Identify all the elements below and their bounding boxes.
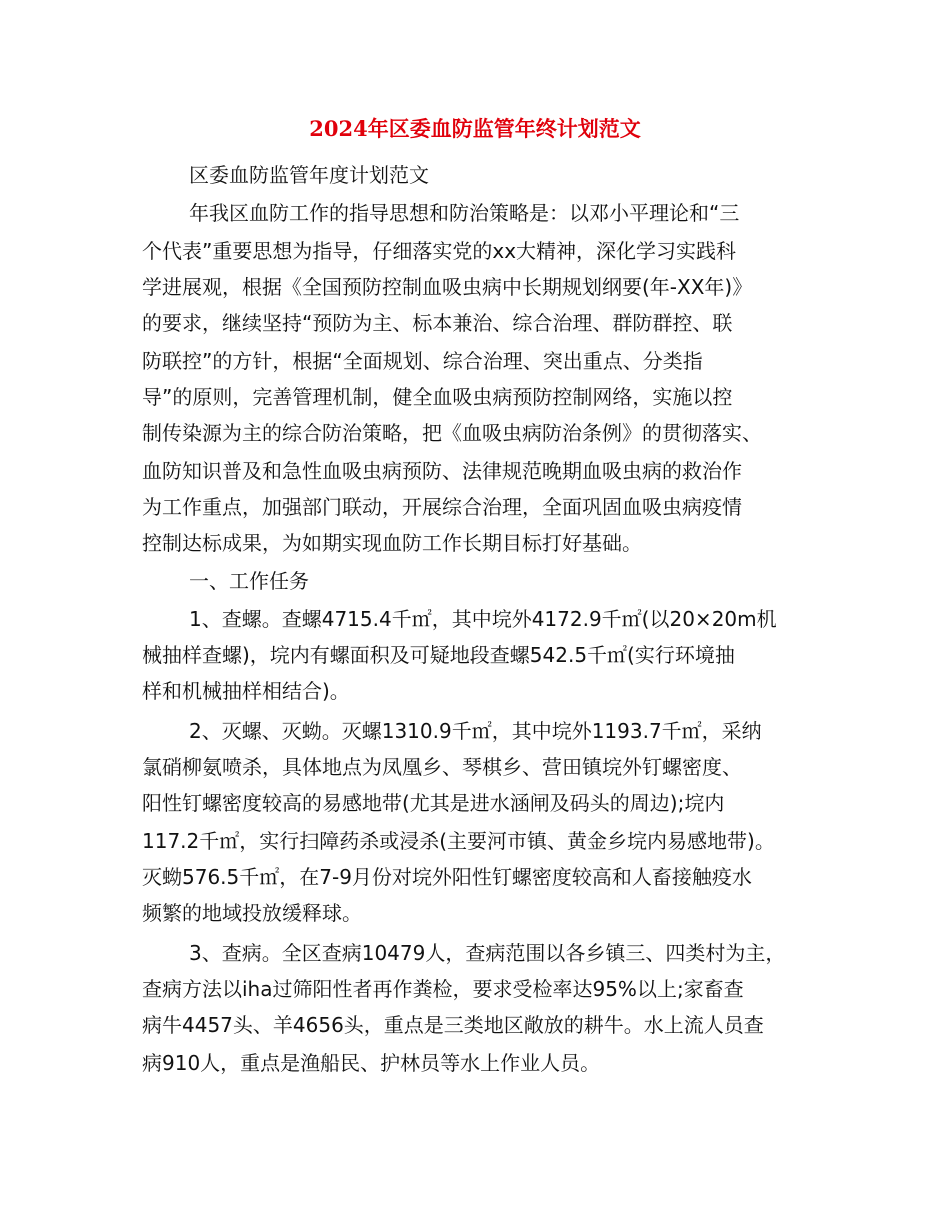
paragraph-line: 制传染源为主的综合防治策略，把《血吸虫病防治条例》的贯彻落实、 — [142, 421, 762, 445]
paragraph-line: 1、查螺。查螺4715.4千㎡，其中垸外4172.9千㎡(以20×20m机 — [189, 607, 777, 631]
paragraph-line: 2、灭螺、灭蚴。灭螺1310.9千㎡，其中垸外1193.7千㎡，采纳 — [189, 719, 762, 743]
paragraph-line: 的要求，继续坚持“预防为主、标本兼治、综合治理、群防群控、联 — [142, 311, 733, 335]
paragraph-line: 导”的原则，完善管理机制，健全血吸虫病预防控制网络，实施以控 — [142, 385, 733, 409]
paragraph-line: 117.2千㎡，实行扫障药杀或浸杀(主要河市镇、黄金乡垸内易感地带)。 — [142, 829, 775, 853]
paragraph-line: 血防知识普及和急性血吸虫病预防、法律规范晚期血吸虫病的救治作 — [142, 459, 742, 483]
paragraph-line: 区委血防监管年度计划范文 — [189, 163, 429, 187]
paragraph-line: 防联控”的方针，根据“全面规划、综合治理、突出重点、分类指 — [142, 349, 703, 373]
paragraph-line: 灭蚴576.5千㎡，在7-9月份对垸外阳性钉螺密度较高和人畜接触疫水 — [142, 865, 752, 889]
paragraph-line: 频繁的地域投放缓释球。 — [142, 901, 362, 925]
paragraph-line: 个代表”重要思想为指导，仔细落实党的xx大精神，深化学习实践科 — [142, 239, 737, 263]
paragraph-line: 学进展观，根据《全国预防控制血吸虫病中长期规划纲要(年-XX年)》 — [142, 275, 753, 299]
paragraph-line: 氯硝柳氨喷杀，具体地点为凤凰乡、琴棋乡、营田镇垸外钉螺密度、 — [142, 755, 742, 779]
paragraph-line: 械抽样查螺)，垸内有螺面积及可疑地段查螺542.5千㎡(实行环境抽 — [142, 643, 735, 667]
paragraph-line: 3、查病。全区查病10479人，查病范围以各乡镇三、四类村为主， — [189, 941, 786, 965]
paragraph-line: 病牛4457头、羊4656头，重点是三类地区敞放的耕牛。水上流人员查 — [142, 1013, 764, 1037]
paragraph-line: 样和机械抽样相结合)。 — [142, 679, 350, 703]
paragraph-line: 为工作重点，加强部门联动，开展综合治理，全面巩固血吸虫病疫情 — [142, 495, 742, 519]
document-title: 2024年区委血防监管年终计划范文 — [309, 116, 641, 141]
paragraph-line: 年我区血防工作的指导思想和防治策略是：以邓小平理论和“三 — [189, 201, 740, 225]
paragraph-line: 病910人，重点是渔船民、护林员等水上作业人员。 — [142, 1051, 601, 1075]
paragraph-line: 阳性钉螺密度较高的易感地带(尤其是进水涵闸及码头的周边);垸内 — [142, 791, 725, 815]
paragraph-line: 控制达标成果，为如期实现血防工作长期目标打好基础。 — [142, 531, 642, 555]
paragraph-line: 查病方法以iha过筛阳性者再作粪检，要求受检率达95%以上;家畜查 — [142, 977, 744, 1001]
section-heading: 一、工作任务 — [189, 569, 309, 593]
